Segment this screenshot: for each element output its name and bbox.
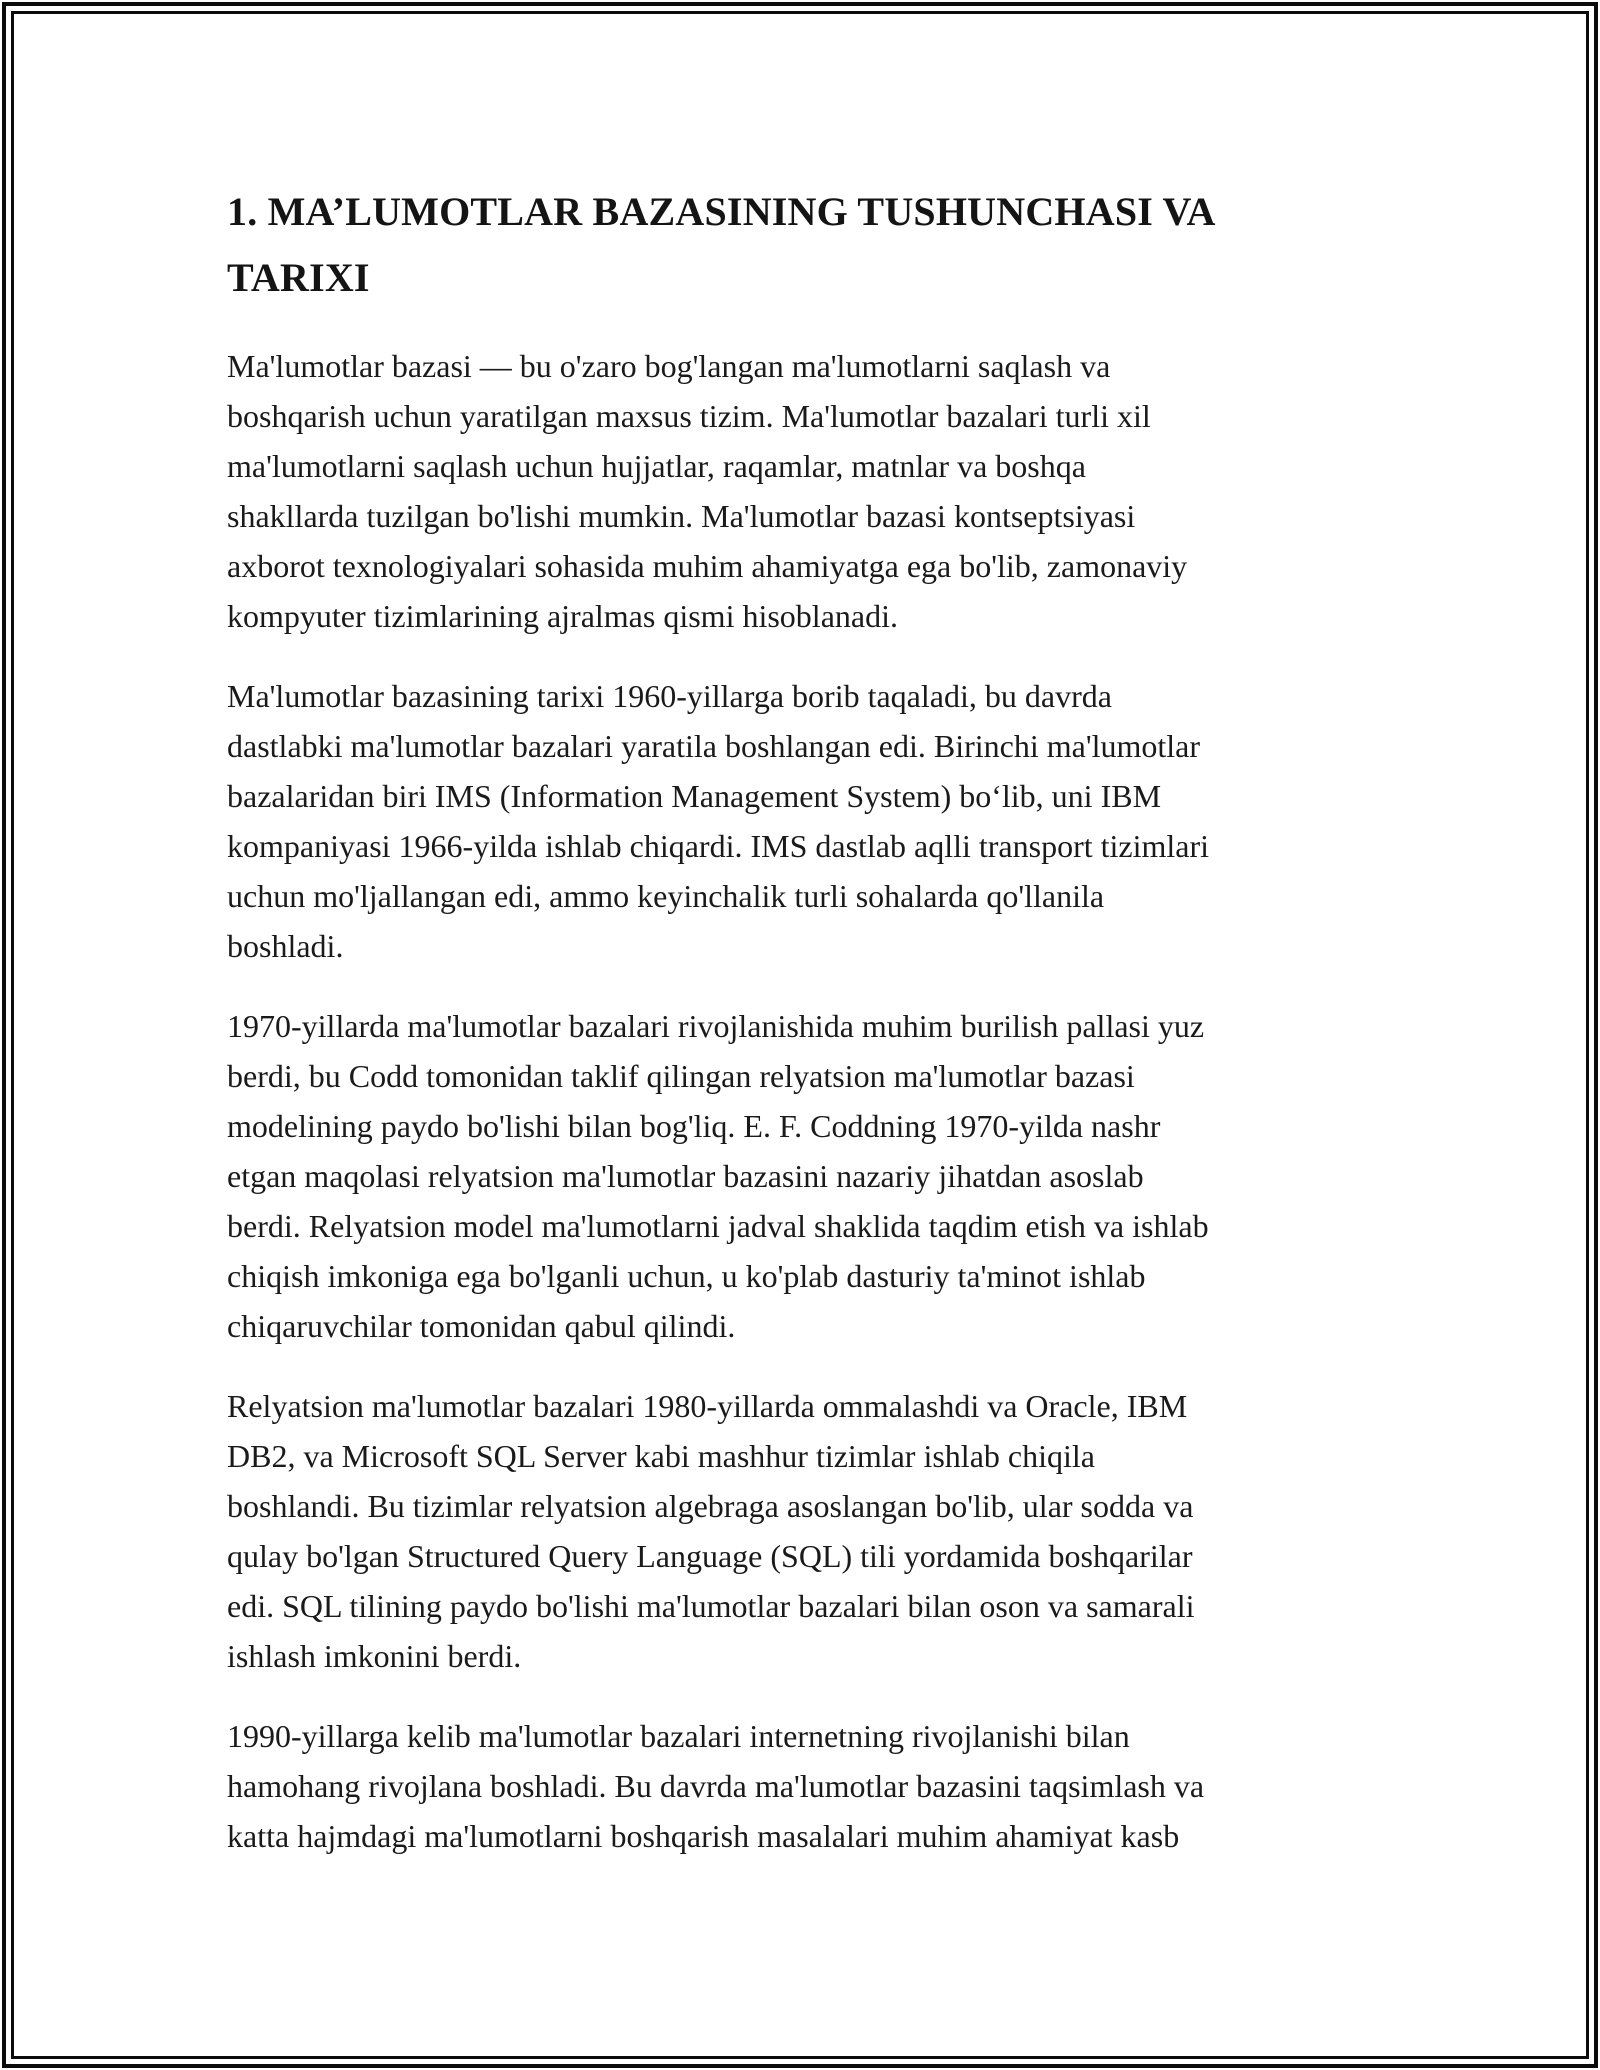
paragraph-1990s-internet: 1990-yillarga kelib ma'lumotlar bazalari internetning rivojlanishi bilan hamohang rivojlana boshladi. Bu davrda ma'lumotlar bazasini taqsimlash va katta hajmdagi ma'lumotlarni boshqarish masalalari muhim ahamiyat kasb [227,1718,1205,1854]
paragraph-intro: Ma'lumotlar bazasi — bu o'zaro bog'langan ma'lumotlarni saqlash va boshqarish uchun yaratilgan maxsus tizim. Ma'lumotlar bazalari turli xil ma'lumotlarni saqlash uchun hujjatlar, raqamlar, matnlar va boshqa shakllarda tuzilgan bo'lishi mumkin. Ma'lumotlar bazasi kontseptsiyasi axborot texnologiyalari sohasida muhim ahamiyatga ega bo'lib, zamonaviy kompyuter tizimlarining ajralmas qismi hisoblanadi. [227,348,1188,634]
paragraph-history-1960s: Ma'lumotlar bazasining tarixi 1960-yillarga borib taqaladi, bu davrda dastlabki ma'lumotlar bazalari yaratila boshlangan edi. Birinchi ma'lumotlar bazalaridan biri IMS (Information Management System) boʻlib, uni IBM kompaniyasi 1966-yilda ishlab chiqardi. IMS dastlab aqlli transport tizimlari uchun mo'ljallangan edi, ammo keyinchalik turli sohalarda qo'llanila boshladi. [227,678,1210,964]
paragraph-1970s-relational-model: 1970-yillarda ma'lumotlar bazalari rivojlanishida muhim burilish pallasi yuz berdi, bu Codd tomonidan taklif qilingan relyatsion ma'lumotlar bazasi modelining paydo bo'lishi bilan bog'liq. E. F. Coddning 1970-yilda nashr etgan maqolasi relyatsion ma'lumotlar bazasini nazariy jihatdan asoslab berdi. Relyatsion model ma'lumotlarni jadval shaklida taqdim etish va ishlab chiqish imkoniga ega bo'lganli uchun, u ko'plab dasturiy ta'minot ishlab chiqaruvchilar tomonidan qabul qilindi. [227,1008,1209,1344]
document-body [14,14,1586,2056]
paragraph-1980s-sql: Relyatsion ma'lumotlar bazalari 1980-yillarda ommalashdi va Oracle, IBM DB2, va Microsoft SQL Server kabi mashhur tizimlar ishlab chiqila boshlandi. Bu tizimlar relyatsion algebraga asoslangan bo'lib, ular sodda va qulay bo'lgan Structured Query Language (SQL) tili yordamida boshqarilar edi. SQL tilining paydo bo'lishi ma'lumotlar bazalari bilan oson va samarali ishlash imkonini berdi. [227,1388,1195,1674]
document-title: 1. MA’LUMOTLAR BAZASINING TUSHUNCHASI VA TARIXI [227,189,1216,300]
